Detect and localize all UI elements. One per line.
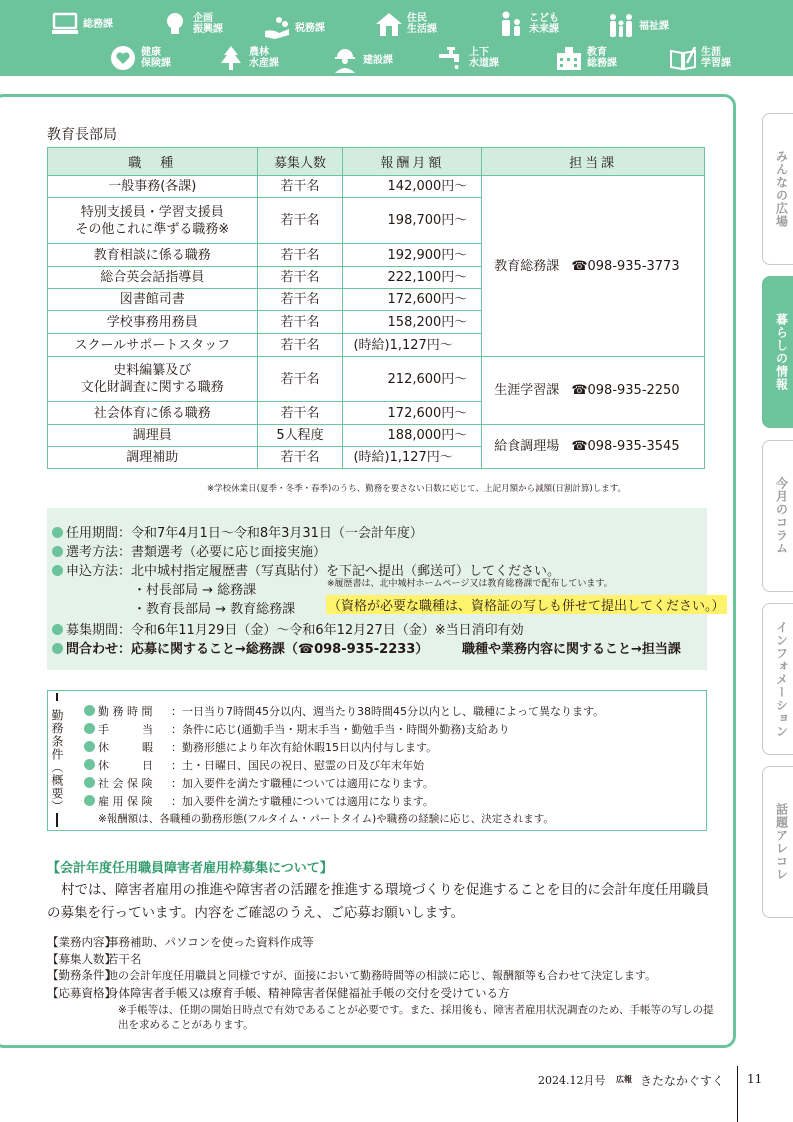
worker-icon <box>330 46 360 74</box>
dept-label: 健康 保険課 <box>141 47 171 69</box>
faucet-icon <box>436 44 466 72</box>
house-icon <box>374 10 404 38</box>
working-conditions-box <box>47 690 707 831</box>
count-cell: 若干名 <box>257 447 343 469</box>
dept-label: 福祉課 <box>639 20 669 32</box>
header-salary: 報酬月額 <box>343 148 482 176</box>
count-cell: 若干名 <box>257 402 343 425</box>
job-cell: 調理補助 <box>48 447 258 469</box>
header-job: 職 種 <box>48 148 258 176</box>
list-item <box>47 951 656 968</box>
contact-cell <box>482 425 705 469</box>
label-bar <box>56 693 58 701</box>
bullet-dot <box>84 759 95 770</box>
disability-items <box>47 934 656 1001</box>
salary-cell: 222,100円〜 <box>343 267 482 289</box>
count-cell: 若干名 <box>257 289 343 311</box>
dept-label: 農林 水産課 <box>249 47 279 69</box>
disability-heading: 【会計年度任用職員障害者雇用枠募集について】 <box>47 861 333 876</box>
condition-value: ：加入要件を満たす職種については適用になります。 <box>171 795 434 808</box>
dept-fukushi[interactable] <box>606 12 669 40</box>
bullet-dot <box>52 624 63 635</box>
contact-tel[interactable]: ☎098-935-3545 <box>571 439 680 454</box>
bullet-dot <box>52 527 63 538</box>
dept-kikaku[interactable] <box>160 10 223 38</box>
count-cell: 5人程度 <box>257 425 343 447</box>
period-row <box>52 619 707 638</box>
condition-value: ：一日当り7時間45分以内、週当たり38時間45分以内とし、職種によって異なります。 <box>171 705 605 718</box>
label-bar <box>56 813 58 827</box>
table-footnote: ※学校休業日(夏季・冬季・春季)のうち、勤務を要さない日数に応じて、上記月額から減額(日割計算)します。 <box>207 484 627 494</box>
application-info-box <box>47 508 725 670</box>
item-value: 他の会計年度任用職員と同様ですが、面接において勤務時間等の相談に応じ、報酬額等も合わせて決定します。 <box>107 969 657 982</box>
selection-text: 選考方法：書類選考（必要に応じ面接実施） <box>66 545 327 560</box>
dept-label: 建設課 <box>363 54 393 66</box>
term-text: 任用期間：令和7年4月1日〜令和8年3月31日（一会計年度） <box>66 526 423 541</box>
salary-cell: 172,600円〜 <box>343 402 482 425</box>
job-cell: 史料編纂及び 文化財調査に関する職務 <box>48 357 258 402</box>
selection-row <box>52 541 707 560</box>
job-cell: 特別支援員・学習支援員 その他これに準ずる職務※ <box>48 198 258 244</box>
lightbulb-icon <box>160 10 190 38</box>
condition-value: ：勤務形態により年次有給休暇15日以内付与します。 <box>171 741 438 754</box>
tab-label: 話題アレコレ <box>774 803 789 881</box>
apply-to-row-2 <box>52 597 725 619</box>
condition-key: 勤 務 時 間 <box>98 705 153 718</box>
table-row <box>48 176 705 198</box>
condition-key: 手 当 <box>98 723 153 736</box>
contact-cell <box>482 357 705 425</box>
item-value: 若干名 <box>107 951 142 966</box>
family-icon <box>606 12 636 40</box>
condition-row <box>84 703 604 719</box>
condition-row <box>84 721 510 737</box>
footer-pr: 広報 <box>616 1074 632 1084</box>
disability-paragraph: 村では、障害者雇用の推進や障害者の活躍を推進する環境づくりを促進することを目的に会計年度任用職員の募集を行っています。内容をご確認のうえ、ご応募お願いします。 <box>47 882 709 921</box>
school-icon <box>554 44 584 72</box>
recruitment-table <box>47 147 705 469</box>
condition-row <box>84 775 434 791</box>
conditions-note: ※報酬額は、各職種の勤務形態(フルタイム・パートタイム)や職務の経験に応じ、決定されます。 <box>98 813 554 825</box>
dept-kenko[interactable] <box>108 44 171 72</box>
tab-label: 今月のコラム <box>774 477 789 555</box>
inquiry-row <box>52 638 707 657</box>
tab-minna-no-hiroba[interactable] <box>762 113 793 265</box>
dept-kyoiku-somu[interactable] <box>554 44 617 72</box>
count-cell: 若干名 <box>257 311 343 334</box>
bullet-dot <box>84 723 95 734</box>
dept-label: 税務課 <box>295 22 325 34</box>
page-number: 11 <box>747 1072 763 1086</box>
dept-label: 企画 振興課 <box>193 13 223 35</box>
apply-to-education: ・教育長部局 → 教育総務課 <box>133 602 296 617</box>
computer-icon <box>50 10 80 38</box>
footer-issue: 2024.12月号 <box>538 1074 606 1087</box>
job-cell: スクールサポートスタッフ <box>48 334 258 357</box>
bullet-dot <box>84 795 95 806</box>
item-value: 身体障害者手帳又は療育手帳、精神障害者保健福祉手帳の交付を受けている方 <box>107 985 510 1000</box>
salary-cell: 192,900円〜 <box>343 244 482 267</box>
tab-kurashi-no-joho[interactable] <box>762 276 793 428</box>
disability-note: ※手帳等は、任期の開始日時点で有効であることが必要です。また、採用後も、障害者雇用状況調査のため、手帳等の写しの提出を求めることがあります。 <box>118 1004 714 1031</box>
table-row <box>48 357 705 402</box>
tab-wadai-arekore[interactable] <box>762 766 793 918</box>
job-cell: 教育相談に係る職務 <box>48 244 258 267</box>
count-cell: 若干名 <box>257 198 343 244</box>
bullet-dot <box>84 705 95 716</box>
dept-label: 上下 水道課 <box>469 47 499 69</box>
count-cell: 若干名 <box>257 334 343 357</box>
condition-value: ：加入要件を満たす職種については適用になります。 <box>171 777 434 790</box>
dept-label: 生涯 学習課 <box>701 47 731 69</box>
open-book-icon <box>668 44 698 72</box>
bullet-dot <box>52 546 63 557</box>
dept-suido[interactable] <box>436 44 499 72</box>
contact-cell <box>482 176 705 357</box>
contact-dept: 給食調理場 <box>494 439 560 454</box>
list-item <box>47 967 656 985</box>
dept-norin[interactable] <box>216 44 279 72</box>
condition-key: 休 日 <box>98 759 153 772</box>
condition-key: 雇 用 保 険 <box>98 795 153 808</box>
dept-kensetsu[interactable] <box>330 46 393 74</box>
contact-tel[interactable]: ☎098-935-2250 <box>571 383 680 398</box>
item-key: 【業務内容】 <box>47 935 116 949</box>
list-item <box>47 985 656 1002</box>
contact-dept: 教育総務課 <box>494 258 560 274</box>
job-cell: 学校事務用務員 <box>48 311 258 334</box>
heart-hands-icon <box>108 44 138 72</box>
term-row <box>52 522 707 541</box>
bullet-dot <box>84 777 95 788</box>
header-contact: 担当課 <box>482 148 705 176</box>
count-cell: 若干名 <box>257 357 343 402</box>
job-cell: 総合英会話指導員 <box>48 267 258 289</box>
dept-shogai[interactable] <box>668 44 731 72</box>
salary-cell: 212,600円〜 <box>343 357 482 402</box>
dept-jumin[interactable] <box>374 10 437 38</box>
job-cell: 図書館司書 <box>48 289 258 311</box>
item-value: 事務補助、パソコンを使った資料作成等 <box>107 935 314 949</box>
parent-child-icon <box>496 10 526 38</box>
count-cell: 若干名 <box>257 176 343 198</box>
tab-information[interactable] <box>762 603 793 755</box>
dept-label: 総務課 <box>83 18 113 30</box>
header-count: 募集人数 <box>257 148 343 176</box>
resume-note: ※履歴書は、北中城村ホームページ又は教育総務課で配布しています。 <box>327 579 613 589</box>
dept-kodomo[interactable] <box>496 10 559 38</box>
apply-text: 申込方法：北中城村指定履歴書（写真貼付）を下記へ提出（郵送可）してください。 <box>66 564 561 579</box>
item-key: 【勤務条件】 <box>47 968 116 982</box>
dept-zeimu[interactable] <box>262 14 325 42</box>
department-header <box>0 0 793 76</box>
salary-cell: (時給)1,127円〜 <box>343 334 482 357</box>
dept-soumu[interactable] <box>50 10 113 38</box>
tab-label: インフォメーション <box>774 620 789 738</box>
condition-value: ：条件に応じ(通勤手当・期末手当・勤勉手当・時間外勤務)支給あり <box>171 723 510 736</box>
salary-cell: 172,600円〜 <box>343 289 482 311</box>
qualification-note: （資格が必要な職種は、資格証の写しも併せて提出してください。） <box>326 595 727 614</box>
conditions-label: 勤務条件（概要） <box>50 709 64 813</box>
count-cell: 若干名 <box>257 267 343 289</box>
dept-label: 教育 総務課 <box>587 47 617 69</box>
condition-key: 社 会 保 険 <box>98 777 153 790</box>
bullet-dot <box>52 565 63 576</box>
tree-icon <box>216 44 246 72</box>
footer-magazine: きたなかぐすく <box>640 1074 725 1088</box>
salary-cell: 158,200円〜 <box>343 311 482 334</box>
table-header-row <box>48 148 705 176</box>
count-cell: 若干名 <box>257 244 343 267</box>
condition-row <box>84 739 437 755</box>
item-key: 【応募資格】 <box>47 985 116 1000</box>
dept-label: こども 未来課 <box>529 13 559 35</box>
tab-kongetsu-no-column[interactable] <box>762 440 793 592</box>
condition-row <box>84 757 424 773</box>
condition-key: 休 暇 <box>98 741 153 754</box>
tab-label: 暮らしの情報 <box>774 313 789 391</box>
salary-cell: 188,000円〜 <box>343 425 482 447</box>
tab-label: みんなの広場 <box>774 150 789 228</box>
section-title: 教育長部局 <box>47 127 117 143</box>
apply-to-village: ・村長部局 → 総務課 <box>133 583 257 598</box>
hand-coins-icon <box>262 14 292 42</box>
inquiry-department: 職種や業務内容に関すること→担当課 <box>462 642 681 657</box>
condition-row <box>84 793 434 809</box>
job-cell: 調理員 <box>48 425 258 447</box>
list-item <box>47 934 656 951</box>
period-text: 募集期間：令和6年11月29日（金）〜令和6年12月27日（金）※当日消印有効 <box>66 623 524 638</box>
job-cell: 一般事務(各課) <box>48 176 258 198</box>
dept-label: 住民 生活課 <box>407 13 437 35</box>
salary-cell: 142,000円〜 <box>343 176 482 198</box>
inquiry-general: 問合わせ：応募に関すること→総務課（☎098-935-2233） <box>66 642 429 657</box>
salary-cell: 198,700円〜 <box>343 198 482 244</box>
contact-tel[interactable]: ☎098-935-3773 <box>571 258 680 274</box>
bullet-dot <box>52 643 63 654</box>
job-cell: 社会体育に係る職務 <box>48 402 258 425</box>
footer-divider <box>737 1066 738 1122</box>
table-row <box>48 425 705 447</box>
condition-value: ：土・日曜日、国民の祝日、慰霊の日及び年末年始 <box>171 759 424 772</box>
item-key: 【募集人数】 <box>47 951 116 966</box>
salary-cell: (時給)1,127円〜 <box>343 447 482 469</box>
contact-dept: 生涯学習課 <box>494 383 560 398</box>
bullet-dot <box>84 741 95 752</box>
